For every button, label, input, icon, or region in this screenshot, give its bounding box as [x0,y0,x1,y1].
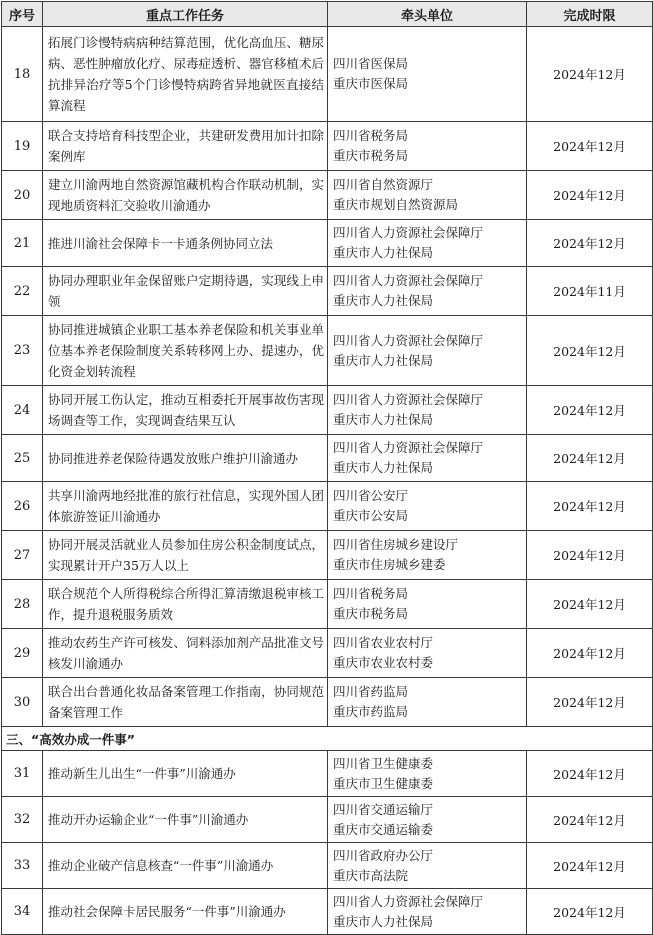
row-units [328,386,527,435]
table-row [2,629,653,678]
row-deadline: 2024年12月 [527,435,653,482]
row-deadline: 2024年12月 [527,580,653,629]
row-num: 26 [2,482,43,531]
unit-chongqing: 重庆市人力社保局 [333,412,434,427]
row-num: 29 [2,629,43,678]
table-row [2,678,653,727]
unit-sichuan: 四川省住房城乡建设厅 [333,537,459,552]
row-num: 30 [2,678,43,727]
row-num: 31 [2,751,43,797]
row-units [328,220,527,267]
row-num: 25 [2,435,43,482]
row-deadline: 2024年12月 [527,27,653,122]
unit-chongqing: 重庆市住房城乡建委 [333,557,446,572]
header-task: 重点工作任务 [43,2,328,27]
row-num: 22 [2,267,43,316]
row-deadline: 2024年12月 [527,629,653,678]
row-units [328,889,527,935]
section-row [2,727,653,751]
unit-sichuan: 四川省政府办公厅 [333,847,434,863]
unit-sichuan: 四川省医保局 [333,56,409,71]
table-row [2,482,653,531]
table-row [2,122,653,171]
unit-sichuan: 四川省税务局 [333,586,409,601]
unit-sichuan: 四川省自然资源厅 [333,177,434,192]
row-task: 推动农药生产许可核发、饲料添加剂产品批准文号核发川渝通办 [43,629,328,678]
row-task: 建立川渝两地自然资源馆藏机构合作联动机制，实现地质资料汇交验收川渝通办 [43,171,328,220]
row-task: 协同推进城镇企业职工基本养老保险和机关事业单位基本养老保险制度关系转移网上办、提速办，优化资金划转流程 [43,316,328,386]
row-deadline: 2024年12月 [527,171,653,220]
header-num: 序号 [2,2,43,27]
unit-chongqing: 重庆市公安局 [333,508,409,523]
row-deadline: 2024年12月 [527,843,653,889]
table-row [2,267,653,316]
row-units [328,27,527,122]
row-units [328,751,527,797]
row-task: 推动企业破产信息核查“一件事”川渝通办 [43,843,328,889]
row-task: 协同开展灵活就业人员参加住房公积金制度试点，实现累计开户35万人以上 [43,531,328,580]
task-table [1,1,653,935]
row-task: 联合出台普通化妆品备案管理工作指南，协同规范备案管理工作 [43,678,328,727]
row-deadline: 2024年12月 [527,386,653,435]
table-row [2,797,653,843]
row-task: 协同推进养老保险待遇发放账户维护川渝通办 [43,435,328,482]
row-task: 推进川渝社会保障卡一卡通条例协同立法 [43,220,328,267]
row-deadline: 2024年12月 [527,122,653,171]
unit-chongqing: 重庆市规划自然资源局 [333,197,459,212]
table-row [2,531,653,580]
table-row [2,386,653,435]
row-units [328,171,527,220]
row-num: 34 [2,889,43,935]
header-row [2,2,653,27]
unit-chongqing: 重庆市卫生健康委 [333,775,434,791]
row-num: 28 [2,580,43,629]
unit-chongqing: 重庆市农业农村委 [333,655,434,670]
table-row [2,843,653,889]
unit-chongqing: 重庆市税务局 [333,606,409,621]
unit-sichuan: 四川省卫生健康委 [333,755,434,771]
table-row [2,435,653,482]
unit-chongqing: 重庆市人力社保局 [333,913,434,929]
row-units [328,843,527,889]
table-body-a [2,27,653,935]
header-deadline: 完成时限 [527,2,653,27]
row-num: 33 [2,843,43,889]
row-deadline: 2024年12月 [527,482,653,531]
row-units [328,580,527,629]
row-deadline: 2024年12月 [527,220,653,267]
row-task: 共享川渝两地经批准的旅行社信息，实现外国人团体旅游签证川渝通办 [43,482,328,531]
row-units [328,629,527,678]
table-row [2,171,653,220]
unit-sichuan: 四川省人力资源社会保障厅 [333,332,484,348]
row-num: 27 [2,531,43,580]
row-deadline: 2024年12月 [527,889,653,935]
row-units [328,316,527,386]
row-deadline: 2024年12月 [527,678,653,727]
unit-chongqing: 重庆市人力社保局 [333,245,434,260]
row-num: 23 [2,316,43,386]
row-task: 推动开办运输企业“一件事”川渝通办 [43,797,328,843]
table-row [2,751,653,797]
table-row [2,316,653,386]
unit-chongqing: 重庆市交通运输委 [333,821,434,837]
row-units [328,435,527,482]
row-num: 21 [2,220,43,267]
unit-sichuan: 四川省交通运输厅 [333,801,434,817]
row-num: 24 [2,386,43,435]
unit-chongqing: 重庆市人力社保局 [333,293,434,308]
header-unit: 牵头单位 [328,2,527,27]
row-task: 协同办理职业年金保留账户定期待遇，实现线上申领 [43,267,328,316]
unit-sichuan: 四川省人力资源社会保障厅 [333,273,484,288]
row-units [328,797,527,843]
row-deadline: 2024年12月 [527,316,653,386]
section-heading: 三、“高效办成一件事” [2,727,653,751]
row-units [328,678,527,727]
row-units [328,122,527,171]
row-deadline: 2024年12月 [527,751,653,797]
row-task: 拓展门诊慢特病病种结算范围，优化高血压、糖尿病、恶性肿瘤放化疗、尿毒症透析、器官移植术后抗排异治疗等5个门诊慢特病跨省异地就医直接结算流程 [43,27,328,122]
unit-sichuan: 四川省人力资源社会保障厅 [333,893,484,909]
unit-chongqing: 重庆市税务局 [333,148,409,163]
row-deadline: 2024年11月 [527,267,653,316]
row-deadline: 2024年12月 [527,531,653,580]
row-num: 32 [2,797,43,843]
unit-sichuan: 四川省人力资源社会保障厅 [333,392,484,407]
unit-chongqing: 重庆市医保局 [333,76,409,91]
unit-chongqing: 重庆市高法院 [333,867,409,883]
row-units [328,482,527,531]
row-task: 联合规范个人所得税综合所得汇算清缴退税审核工作，提升退税服务质效 [43,580,328,629]
unit-sichuan: 四川省农业农村厅 [333,635,434,650]
row-units [328,267,527,316]
row-task: 联合支持培育科技型企业，共建研发费用加计扣除案例库 [43,122,328,171]
row-units [328,531,527,580]
table-row [2,27,653,122]
unit-sichuan: 四川省人力资源社会保障厅 [333,440,484,455]
row-num: 20 [2,171,43,220]
row-deadline: 2024年12月 [527,797,653,843]
unit-sichuan: 四川省公安厅 [333,488,409,503]
table-row [2,889,653,935]
unit-sichuan: 四川省药监局 [333,684,409,699]
table-row [2,220,653,267]
unit-chongqing: 重庆市药监局 [333,704,409,719]
row-task: 推动新生儿出生“一件事”川渝通办 [43,751,328,797]
unit-chongqing: 重庆市人力社保局 [333,352,434,368]
row-task: 协同开展工伤认定，推动互相委托开展事故伤害现场调查等工作，实现调查结果互认 [43,386,328,435]
row-num: 18 [2,27,43,122]
table-row [2,580,653,629]
unit-chongqing: 重庆市人力社保局 [333,460,434,475]
unit-sichuan: 四川省人力资源社会保障厅 [333,225,484,240]
unit-sichuan: 四川省税务局 [333,128,409,143]
row-task: 推动社会保障卡居民服务“一件事”川渝通办 [43,889,328,935]
row-num: 19 [2,122,43,171]
